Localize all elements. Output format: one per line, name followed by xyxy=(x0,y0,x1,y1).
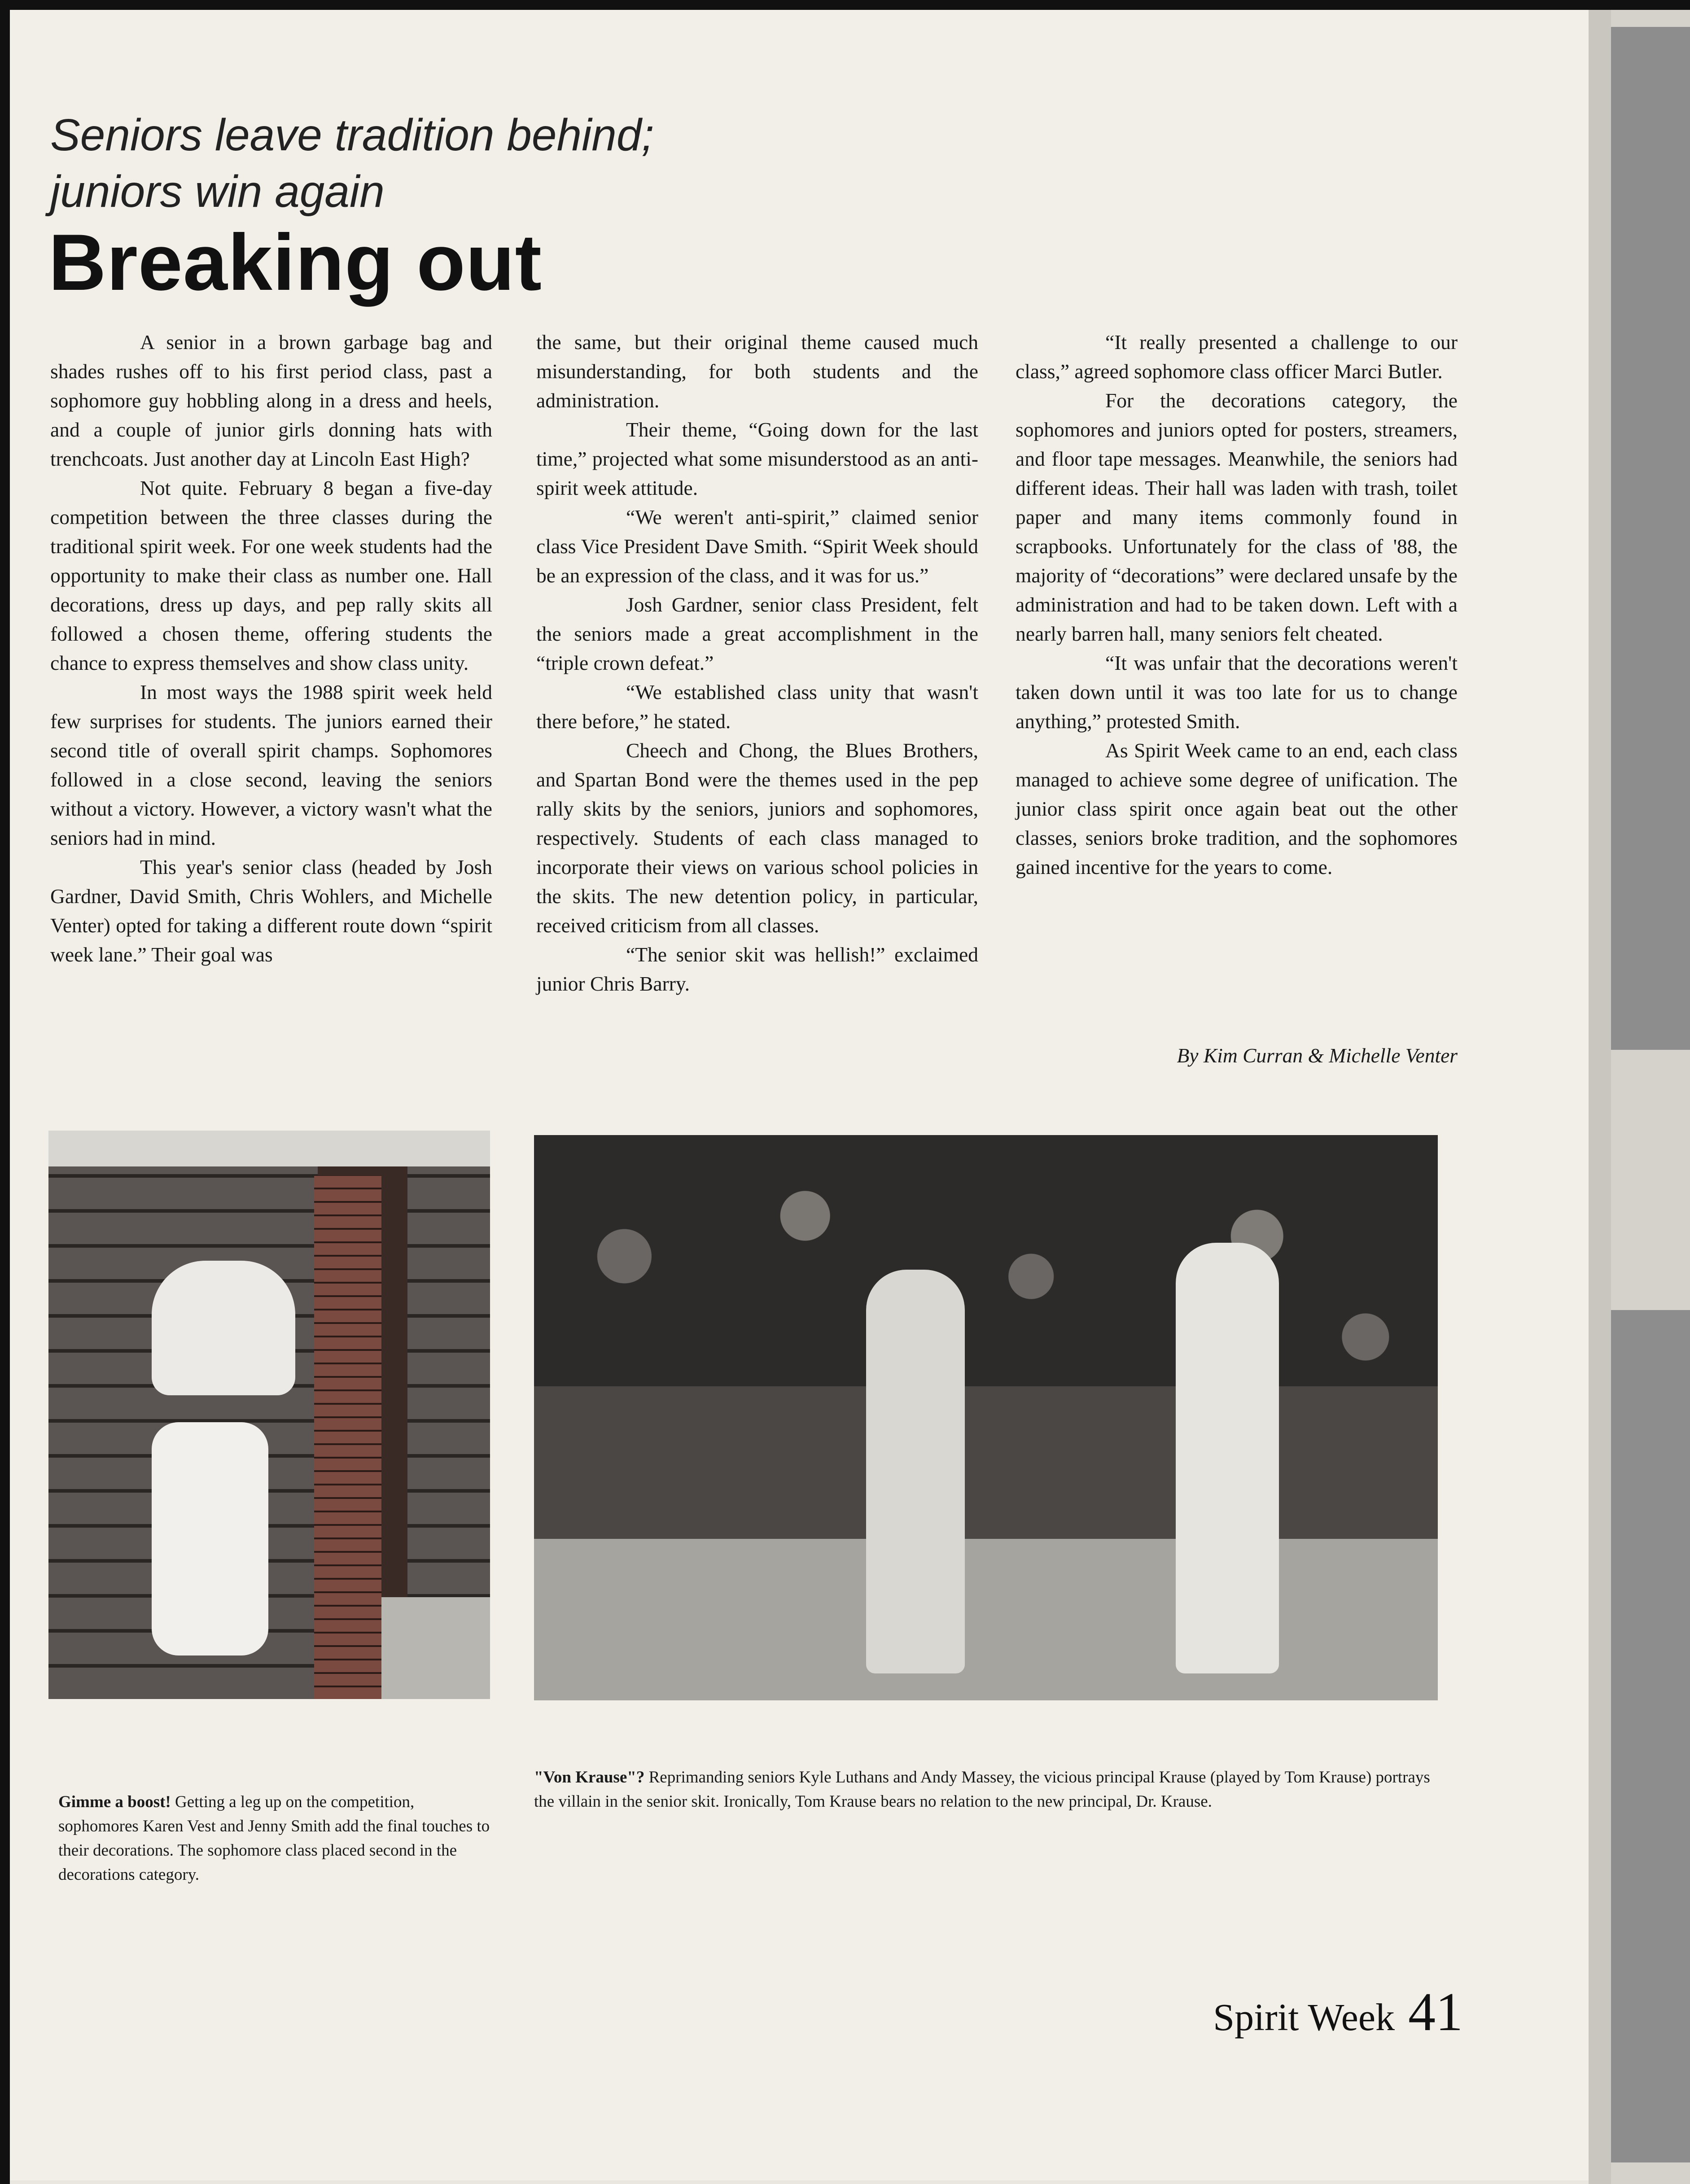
article-column-2 xyxy=(536,328,978,998)
photo-performer-1 xyxy=(866,1270,965,1673)
caption-left-title: Gimme a boost! xyxy=(58,1793,171,1811)
page-edge xyxy=(1589,0,1611,2184)
paragraph: For the decorations category, the sophomores and juniors opted for posters, streamers, and floor tape messages. Meanwhile, the seniors had different ideas. Their hall was laden with trash, toilet paper and many items commonly found in scrapbooks. Unfortunately for the class of '88, the majority of “decorations” were declared unsafe by the administration and had to be taken down. Left with a nearly barren hall, many seniors felt cheated. xyxy=(1016,389,1458,645)
article-column-1 xyxy=(50,328,492,969)
caption-left-text: Getting a leg up on the competition, sophomores Karen Vest and Jenny Smith add the final touches to their decorations. The sophomore class placed second in the decorations category. xyxy=(58,1793,490,1884)
paragraph: “The senior skit was hellish!” exclaimed junior Chris Barry. xyxy=(536,943,978,995)
kicker-line-1: Seniors leave tradition behind; xyxy=(50,110,654,160)
article-byline: By Kim Curran & Michelle Venter xyxy=(1177,1044,1458,1067)
article-kicker xyxy=(50,107,723,220)
photo-brick-column xyxy=(314,1175,381,1699)
article-headline: Breaking out xyxy=(48,218,542,307)
caption-left xyxy=(58,1790,498,1887)
paragraph: “It was unfair that the decorations weren't taken down until it was too late for us to change anything,” protested Smith. xyxy=(1016,651,1458,733)
paragraph: Josh Gardner, senior class President, felt the seniors made a great accomplishment in the “triple crown defeat.” xyxy=(536,593,978,674)
page-folio xyxy=(1149,1981,1463,2044)
photo-senior-skit xyxy=(534,1135,1438,1700)
photo-performer-2 xyxy=(1176,1243,1279,1673)
spine-tab-upper xyxy=(1611,27,1690,1050)
photo-student-lower xyxy=(152,1422,268,1655)
kicker-line-2: juniors win again xyxy=(50,166,385,217)
scan-border-left xyxy=(0,0,10,2184)
scan-border-top xyxy=(0,0,1690,10)
paragraph: A senior in a brown garbage bag and shades rushes off to his first period class, past a sophomore guy hobbling along in a dress and heels, and a couple of junior girls donning hats with trenchcoats. Just another day at Lincoln East High? xyxy=(50,331,492,470)
photo-student-upper xyxy=(152,1261,295,1395)
paragraph: This year's senior class (headed by Josh Gardner, David Smith, Chris Wohlers, and Michelle Venter) opted for taking a different route down “spirit week lane.” Their goal was xyxy=(50,856,492,966)
folio-page-number: 41 xyxy=(1408,1982,1463,2042)
paragraph: As Spirit Week came to an end, each class managed to achieve some degree of unification. The junior class spirit once again beat out the other classes, seniors broke tradition, and the sophomores gained incentive for the years to come. xyxy=(1016,739,1458,878)
paragraph: Not quite. February 8 began a five-day competition between the three classes during the traditional spirit week. For one week students had the opportunity to make their class as number one. Hall decorations, dress up days, and pep rally skits all followed a chosen theme, offering students the chance to express themselves and show class unity. xyxy=(50,476,492,674)
spine-tab-lower xyxy=(1611,1310,1690,2162)
photo-floor xyxy=(381,1597,490,1699)
photo-decorations xyxy=(48,1131,490,1699)
paragraph: “We established class unity that wasn't there before,” he stated. xyxy=(536,681,978,733)
caption-right-title: "Von Krause"? xyxy=(534,1768,645,1787)
paragraph: Cheech and Chong, the Blues Brothers, and Spartan Bond were the themes used in the pep rally skits by the seniors, juniors and sophomores, respectively. Students of each class managed to incorporate their views on various school policies in the skits. The new detention policy, in particular, received criticism from all classes. xyxy=(536,739,978,937)
photo-crowd xyxy=(534,1135,1438,1539)
paragraph: Their theme, “Going down for the last time,” projected what some misunderstood as an anti-spirit week attitude. xyxy=(536,418,978,499)
photo-ceiling xyxy=(48,1131,490,1166)
folio-section: Spirit Week xyxy=(1213,1996,1395,2039)
caption-right xyxy=(534,1765,1432,1814)
caption-right-text: Reprimanding seniors Kyle Luthans and Andy Massey, the vicious principal Krause (played by Tom Krause) portrays the villain in the senior skit. Ironically, Tom Krause bears no relation to the new principal, Dr. Krause. xyxy=(534,1768,1430,1811)
paragraph: In most ways the 1988 spirit week held few surprises for students. The juniors earned their second title of overall spirit champs. Sophomores followed in a close second, leaving the seniors without a victory. However, a victory wasn't what the seniors had in mind. xyxy=(50,681,492,849)
paragraph: “It really presented a challenge to our class,” agreed sophomore class officer Marci Butler. xyxy=(1016,331,1458,383)
paragraph: “We weren't anti-spirit,” claimed senior class Vice President Dave Smith. “Spirit Week should be an expression of the class, and it was for us.” xyxy=(536,506,978,587)
paragraph: the same, but their original theme caused much misunderstanding, for both students and the administration. xyxy=(536,331,978,412)
article-column-3 xyxy=(1016,328,1458,882)
